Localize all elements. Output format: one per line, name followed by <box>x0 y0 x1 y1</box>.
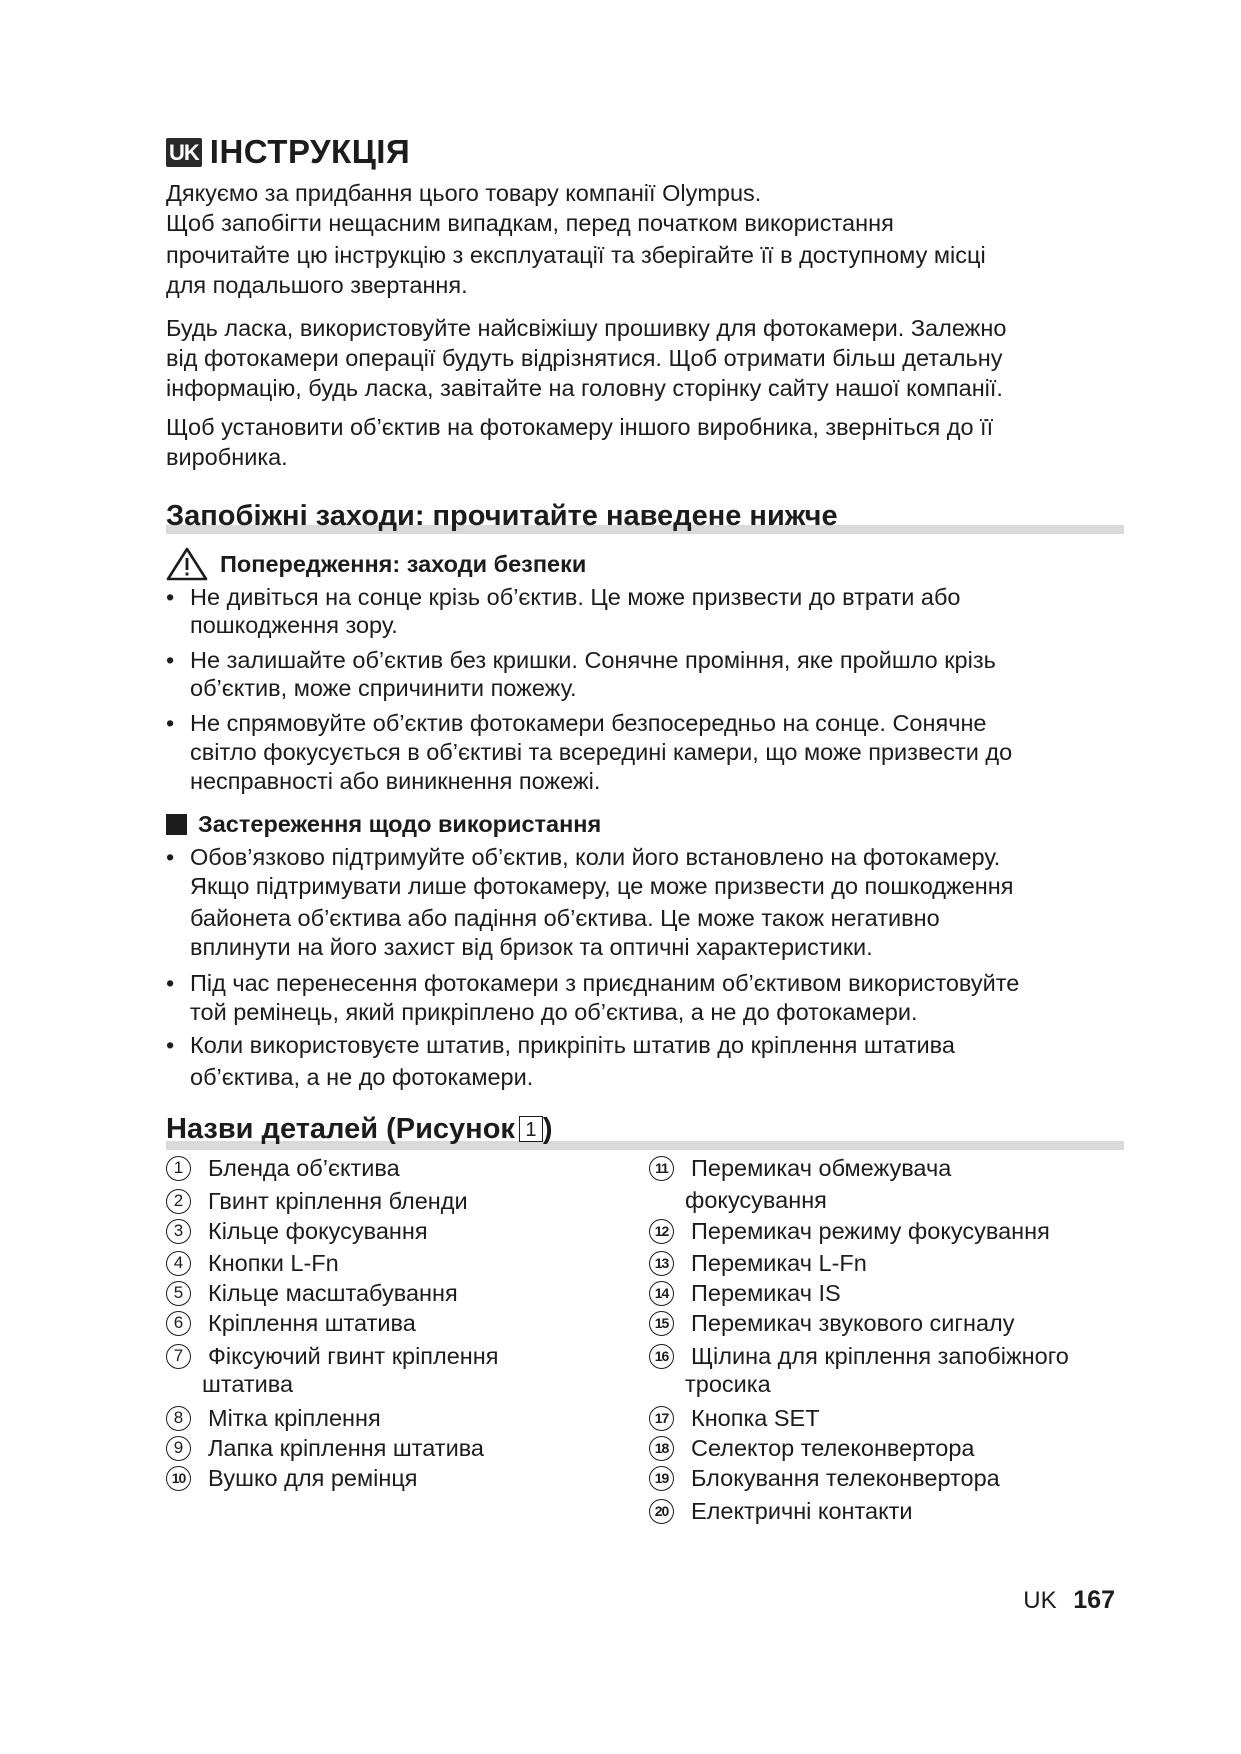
parts-heading-text: Назви деталей (Рисунок <box>166 1113 515 1145</box>
part-label: Мітка кріплення <box>208 1405 381 1431</box>
part-label: Кільце фокусування <box>208 1218 428 1244</box>
part-number-circle: 19 <box>649 1466 674 1491</box>
bullet-dot: • <box>166 710 175 736</box>
part-label: Фіксуючий гвинт кріплення <box>208 1343 499 1369</box>
part-number-circle: 17 <box>649 1406 674 1431</box>
part-label: Електричні контакти <box>691 1498 913 1524</box>
parts-section-heading <box>166 1113 1124 1146</box>
text-line: для подальшого звертання. <box>166 272 468 298</box>
part-label: Перемикач режиму фокусування <box>691 1218 1050 1244</box>
bullet-line: Під час перенесення фотокамери з приєднаним об’єктивом використовуйте <box>190 970 1020 996</box>
bullet-line: байонета об’єктива або падіння об’єктива. Це може також негативно <box>190 905 940 931</box>
part-number-circle: 14 <box>649 1281 674 1306</box>
part-label: Гвинт кріплення бленди <box>208 1188 468 1214</box>
text-line: Щоб установити об’єктив на фотокамеру іншого виробника, зверніться до її <box>166 414 994 440</box>
bullet-dot: • <box>166 584 175 610</box>
part-label: Щілина для кріплення запобіжного <box>691 1343 1069 1369</box>
part-number-circle: 6 <box>166 1311 191 1336</box>
bullet-line: світло фокусується в об’єктиві та всередині камери, що може призвести до <box>190 739 1013 765</box>
caution-subheading <box>166 811 601 838</box>
part-number-circle: 20 <box>649 1499 674 1524</box>
text-line: прочитайте цю інструкцію з експлуатації та зберігайте її в доступному місці <box>166 242 986 268</box>
part-number-circle: 2 <box>166 1189 191 1214</box>
part-label: Селектор телеконвертора <box>691 1435 975 1461</box>
bullet-dot: • <box>166 647 175 673</box>
text-line: Щоб запобігти нещасним випадкам, перед початком використання <box>166 210 894 236</box>
part-label: Кнопка SET <box>691 1405 820 1431</box>
bullet-line: несправності або виникнення пожежі. <box>190 768 601 794</box>
part-label: Перемикач звукового сигналу <box>691 1310 1015 1336</box>
part-number-circle: 18 <box>649 1436 674 1461</box>
footer-language: UK <box>1023 1587 1057 1614</box>
bullet-line: об’єктив, може спричинити пожежу. <box>190 675 577 701</box>
text-line: від фотокамери операції будуть відрізнятися. Щоб отримати більш детальну <box>166 345 1003 371</box>
bullet-line: об’єктива, а не до фотокамери. <box>190 1064 534 1090</box>
part-label: Кнопки L-Fn <box>208 1250 339 1276</box>
part-label: Кільце масштабування <box>208 1280 458 1306</box>
part-number-circle: 10 <box>166 1466 191 1491</box>
intro-paragraph-2 <box>166 313 1126 403</box>
part-number-circle: 1 <box>166 1156 191 1181</box>
part-number-circle: 7 <box>166 1344 191 1369</box>
text-line: Дякуємо за придбання цього товару компанії Olympus. <box>166 180 762 206</box>
part-number-circle: 5 <box>166 1281 191 1306</box>
language-badge: UK <box>166 138 202 167</box>
figure-reference-box: 1 <box>519 1116 543 1142</box>
part-label: Лапка кріплення штатива <box>208 1435 484 1461</box>
part-number-circle: 4 <box>166 1251 191 1276</box>
bullet-dot: • <box>166 970 175 996</box>
part-label: тросика <box>685 1371 771 1397</box>
text-line: виробника. <box>166 444 288 470</box>
warning-subheading <box>166 547 586 581</box>
part-number-circle: 12 <box>649 1219 674 1244</box>
intro-paragraph-3 <box>166 412 1126 472</box>
part-label: Перемикач IS <box>691 1280 841 1306</box>
part-label: Бленда об’єктива <box>208 1155 400 1181</box>
bullet-line: пошкодження зору. <box>190 612 398 638</box>
page-number: 167 <box>1073 1586 1115 1614</box>
bullet-line: Не спрямовуйте об’єктив фотокамери безпосередньо на сонце. Сонячне <box>190 710 987 736</box>
part-number-circle: 15 <box>649 1311 674 1336</box>
caution-title: Застереження щодо використання <box>198 811 602 837</box>
section-heading-text <box>166 1113 553 1146</box>
parts-heading-end: ) <box>542 1113 553 1145</box>
part-number-circle: 3 <box>166 1219 191 1244</box>
part-label: Перемикач обмежувача <box>691 1155 952 1181</box>
bullet-line: вплинути на його захист від бризок та оптичні характеристики. <box>190 934 873 960</box>
section-heading-text: Запобіжні заходи: прочитайте наведене нижче <box>166 500 838 532</box>
intro-paragraph-1 <box>166 178 1126 300</box>
bullet-dot: • <box>166 1032 175 1058</box>
page-title-row <box>166 133 410 171</box>
part-number-circle: 9 <box>166 1436 191 1461</box>
bullet-line: Якщо підтримувати лише фотокамеру, це може призвести до пошкодження <box>190 873 1014 899</box>
warning-title: Попередження: заходи безпеки <box>220 550 587 577</box>
bullet-line: Не залишайте об’єктив без кришки. Сонячне проміння, яке пройшло крізь <box>190 647 996 673</box>
bullet-line: Не дивіться на сонце крізь об’єктив. Це може призвести до втрати або <box>190 584 961 610</box>
part-label: Блокування телеконвертора <box>691 1465 1000 1491</box>
part-number-circle: 16 <box>649 1344 674 1369</box>
text-line: Будь ласка, використовуйте найсвіжішу прошивку для фотокамери. Залежно <box>166 315 1007 341</box>
bullet-line: той ремінець, який прикріплено до об’єктива, а не до фотокамери. <box>190 999 918 1025</box>
safety-section-heading <box>166 500 1124 533</box>
page-footer <box>1023 1586 1115 1615</box>
warning-triangle-icon <box>166 547 208 581</box>
part-label: штатива <box>202 1371 294 1397</box>
part-label: Перемикач L-Fn <box>691 1250 867 1276</box>
part-number-circle: 11 <box>649 1156 674 1181</box>
bullet-line: Коли використовуєте штатив, прикріпіть штатив до кріплення штатива <box>190 1032 955 1058</box>
page-title: ІНСТРУКЦІЯ <box>209 133 411 170</box>
black-square-icon <box>166 814 187 835</box>
part-label: фокусування <box>685 1187 827 1213</box>
bullet-dot: • <box>166 844 175 870</box>
part-label: Вушко для ремінця <box>208 1465 418 1491</box>
text-line: інформацію, будь ласка, завітайте на головну сторінку сайту нашої компанії. <box>166 375 1003 401</box>
part-number-circle: 8 <box>166 1406 191 1431</box>
part-label: Кріплення штатива <box>208 1310 416 1336</box>
bullet-line: Обов’язково підтримуйте об’єктив, коли його встановлено на фотокамеру. <box>190 844 1001 870</box>
part-number-circle: 13 <box>649 1251 674 1276</box>
